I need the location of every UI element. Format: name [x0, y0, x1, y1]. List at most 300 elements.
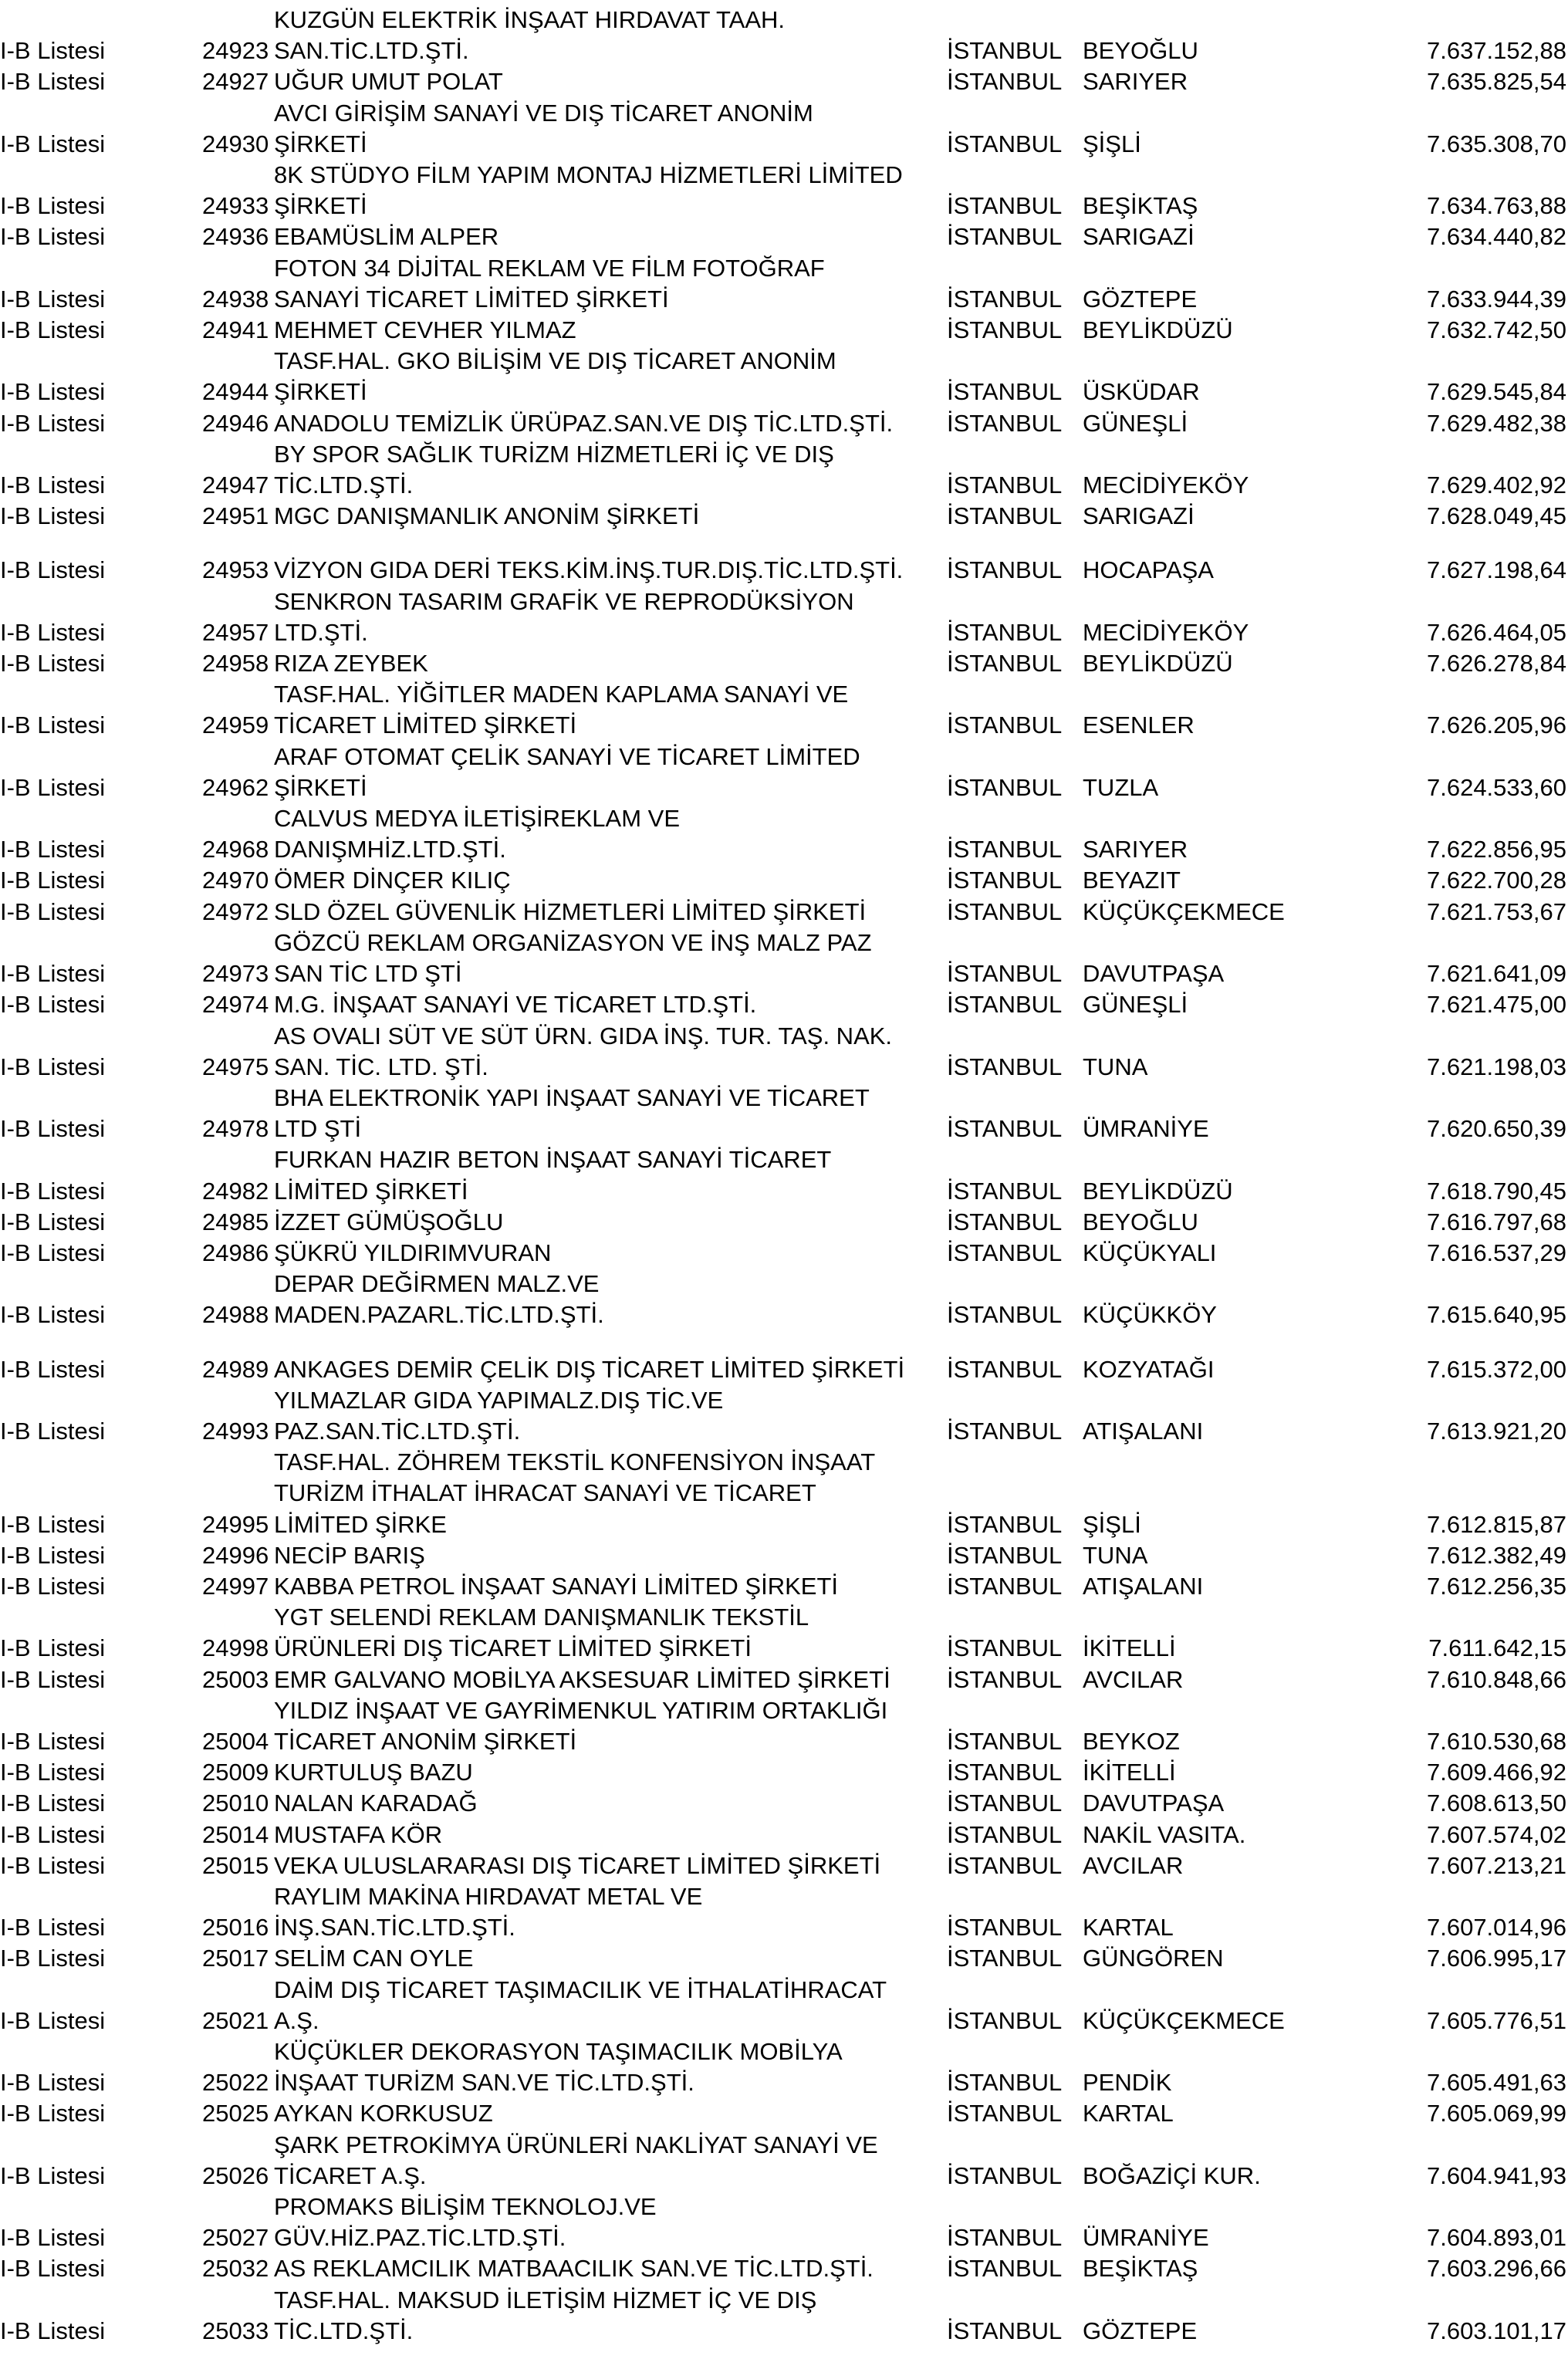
company-name-cell — [268, 1602, 935, 1664]
district-cell: KÜÇÜKÇEKMECE — [1083, 897, 1285, 925]
table-row — [0, 1083, 1568, 1144]
city-cell: İSTANBUL — [947, 1665, 1063, 1693]
list-name-cell: I-B Listesi — [0, 502, 106, 530]
list-name-cell: I-B Listesi — [0, 2317, 106, 2344]
company-name-cell — [268, 1943, 935, 1974]
table-row — [0, 221, 1568, 252]
company-name-cell — [268, 221, 935, 252]
table-row — [0, 1975, 1568, 2036]
company-name-line: BY SPOR SAĞLIK TURİZM HİZMETLERİ İÇ VE DIŞ — [274, 440, 834, 468]
city-cell: İSTANBUL — [947, 1053, 1063, 1080]
city-cell: İSTANBUL — [947, 68, 1063, 96]
company-name-line: SAN.TİC.LTD.ŞTİ. — [274, 37, 469, 65]
company-name-line: ŞİRKETİ — [274, 378, 367, 406]
company-name-cell — [268, 1385, 935, 1447]
amount-cell: 7.605.491,63 — [1426, 2069, 1566, 2097]
district-cell: AVCILAR — [1083, 1851, 1184, 1879]
district-cell: KARTAL — [1083, 2100, 1174, 2127]
sequence-number-cell: 24944 — [202, 378, 269, 406]
list-name-cell: I-B Listesi — [0, 867, 106, 894]
district-cell: TUNA — [1083, 1053, 1148, 1080]
sequence-number-cell: 24982 — [202, 1177, 269, 1205]
city-cell: İSTANBUL — [947, 556, 1063, 584]
amount-cell: 7.613.921,20 — [1426, 1417, 1566, 1445]
district-cell: BEYOĞLU — [1083, 1208, 1198, 1235]
amount-cell: 7.607.213,21 — [1426, 1851, 1566, 1879]
amount-cell: 7.635.825,54 — [1426, 68, 1566, 96]
company-name-cell — [268, 501, 935, 532]
company-name-line: PAZ.SAN.TİC.LTD.ŞTİ. — [274, 1417, 521, 1445]
district-cell: NAKİL VASITA. — [1083, 1820, 1246, 1848]
amount-cell: 7.624.533,60 — [1426, 773, 1566, 801]
sequence-number-cell: 25027 — [202, 2224, 269, 2252]
city-cell: İSTANBUL — [947, 1177, 1063, 1205]
company-name-cell — [268, 989, 935, 1020]
district-cell: MECİDİYEKÖY — [1083, 618, 1249, 646]
amount-cell: 7.618.790,45 — [1426, 1177, 1566, 1205]
district-cell: ÜSKÜDAR — [1083, 378, 1200, 406]
table-row — [0, 408, 1568, 439]
sequence-number-cell: 24938 — [202, 285, 269, 313]
list-name-cell: I-B Listesi — [0, 1177, 106, 1205]
sequence-number-cell: 24941 — [202, 316, 269, 344]
city-cell: İSTANBUL — [947, 1945, 1063, 1972]
sequence-number-cell: 24997 — [202, 1572, 269, 1600]
company-name-line: DAİM DIŞ TİCARET TAŞIMACILIK VE İTHALATİHRACAT — [274, 1975, 887, 2003]
company-name-cell — [268, 1757, 935, 1788]
district-cell: BEYLİKDÜZÜ — [1083, 316, 1233, 344]
district-cell: ÜMRANİYE — [1083, 2224, 1209, 2252]
city-cell: İSTANBUL — [947, 1759, 1063, 1786]
sequence-number-cell: 24998 — [202, 1634, 269, 1662]
company-name-cell — [268, 928, 935, 989]
company-name-line: AS OVALI SÜT VE SÜT ÜRN. GIDA İNŞ. TUR. TAŞ. NAK. — [274, 1022, 893, 1049]
sequence-number-cell: 24975 — [202, 1053, 269, 1080]
district-cell: PENDİK — [1083, 2069, 1172, 2097]
amount-cell: 7.626.464,05 — [1426, 618, 1566, 646]
list-name-cell: I-B Listesi — [0, 1053, 106, 1080]
table-row — [0, 1571, 1568, 1602]
list-name-cell: I-B Listesi — [0, 192, 106, 220]
list-name-cell: I-B Listesi — [0, 836, 106, 864]
table-row — [0, 346, 1568, 407]
sequence-number-cell: 24958 — [202, 650, 269, 678]
company-name-cell — [268, 1207, 935, 1238]
amount-cell: 7.634.763,88 — [1426, 192, 1566, 220]
city-cell: İSTANBUL — [947, 1417, 1063, 1445]
district-cell: BEYOĞLU — [1083, 37, 1198, 65]
company-name-line: TİCARET A.Ş. — [274, 2161, 427, 2189]
sequence-number-cell: 25016 — [202, 1914, 269, 1942]
amount-cell: 7.616.537,29 — [1426, 1239, 1566, 1266]
company-name-line: AS REKLAMCILIK MATBAACILIK SAN.VE TİC.LTD.ŞTİ. — [274, 2255, 874, 2283]
sequence-number-cell: 24947 — [202, 471, 269, 499]
city-cell: İSTANBUL — [947, 836, 1063, 864]
district-cell: ÜMRANİYE — [1083, 1115, 1209, 1143]
district-cell: GÜNEŞLİ — [1083, 991, 1188, 1019]
amount-cell: 7.603.296,66 — [1426, 2255, 1566, 2283]
list-name-cell: I-B Listesi — [0, 897, 106, 925]
amount-cell: 7.634.440,82 — [1426, 223, 1566, 251]
sequence-number-cell: 24959 — [202, 711, 269, 739]
city-cell: İSTANBUL — [947, 1239, 1063, 1266]
district-cell: GÜNGÖREN — [1083, 1945, 1224, 1972]
company-name-cell — [268, 586, 935, 648]
table-row — [0, 897, 1568, 928]
company-name-line: SANAYİ TİCARET LİMİTED ŞİRKETİ — [274, 285, 669, 313]
company-name-line: SELİM CAN OYLE — [274, 1945, 474, 1972]
sequence-number-cell: 25032 — [202, 2255, 269, 2283]
district-cell: GÖZTEPE — [1083, 2317, 1198, 2344]
company-name-line: TİC.LTD.ŞTİ. — [274, 471, 414, 499]
company-name-cell — [268, 253, 935, 315]
city-cell: İSTANBUL — [947, 223, 1063, 251]
company-name-cell — [268, 1021, 935, 1083]
company-name-line: ŞİRKETİ — [274, 192, 367, 220]
amount-cell: 7.621.753,67 — [1426, 897, 1566, 925]
list-name-cell: I-B Listesi — [0, 650, 106, 678]
district-cell: HOCAPAŞA — [1083, 556, 1214, 584]
city-cell: İSTANBUL — [947, 711, 1063, 739]
company-name-line: LTD.ŞTİ. — [274, 618, 368, 646]
company-name-line: VEKA ULUSLARARASI DIŞ TİCARET LİMİTED ŞİRKETİ — [274, 1851, 881, 1879]
district-cell: SARIYER — [1083, 836, 1188, 864]
district-cell: ATIŞALANI — [1083, 1417, 1204, 1445]
city-cell: İSTANBUL — [947, 1510, 1063, 1538]
company-name-line: KÜÇÜKLER DEKORASYON TAŞIMACILIK MOBİLYA — [274, 2038, 843, 2065]
table-row — [0, 1269, 1568, 1330]
company-name-line: İZZET GÜMÜŞOĞLU — [274, 1208, 504, 1235]
district-cell: GÜNEŞLİ — [1083, 409, 1188, 437]
list-name-cell: I-B Listesi — [0, 1355, 106, 1383]
list-name-cell: I-B Listesi — [0, 2255, 106, 2283]
district-cell: BEYAZIT — [1083, 867, 1181, 894]
amount-cell: 7.604.941,93 — [1426, 2161, 1566, 2189]
list-name-cell: I-B Listesi — [0, 285, 106, 313]
table-row — [0, 928, 1568, 989]
city-cell: İSTANBUL — [947, 471, 1063, 499]
city-cell: İSTANBUL — [947, 1727, 1063, 1755]
amount-cell: 7.610.530,68 — [1426, 1727, 1566, 1755]
table-row — [0, 648, 1568, 679]
district-cell: KÜÇÜKKÖY — [1083, 1301, 1217, 1329]
company-name-line: RIZA ZEYBEK — [274, 650, 428, 678]
company-name-line: TİCARET LİMİTED ŞİRKETİ — [274, 711, 577, 739]
list-name-cell: I-B Listesi — [0, 409, 106, 437]
company-name-cell — [268, 315, 935, 346]
company-name-cell — [268, 1881, 935, 1943]
sequence-number-cell: 25026 — [202, 2161, 269, 2189]
amount-cell: 7.615.640,95 — [1426, 1301, 1566, 1329]
city-cell: İSTANBUL — [947, 2100, 1063, 2127]
company-name-line: SENKRON TASARIM GRAFİK VE REPRODÜKSİYON — [274, 587, 854, 615]
amount-cell: 7.609.466,92 — [1426, 1759, 1566, 1786]
amount-cell: 7.620.650,39 — [1426, 1115, 1566, 1143]
sequence-number-cell: 24996 — [202, 1541, 269, 1569]
city-cell: İSTANBUL — [947, 960, 1063, 988]
sequence-number-cell: 25010 — [202, 1790, 269, 1817]
company-name-line: ANADOLU TEMİZLİK ÜRÜPAZ.SAN.VE DIŞ TİC.LTD.ŞTİ. — [274, 409, 894, 437]
sequence-number-cell: 24974 — [202, 991, 269, 1019]
company-name-line: LİMİTED ŞİRKETİ — [274, 1177, 468, 1205]
company-name-line: 8K STÜDYO FİLM YAPIM MONTAJ HİZMETLERİ LİMİTED — [274, 161, 903, 189]
district-cell: BEŞİKTAŞ — [1083, 2255, 1198, 2283]
list-name-cell: I-B Listesi — [0, 1634, 106, 1662]
company-name-cell — [268, 2130, 935, 2192]
table-row — [0, 1207, 1568, 1238]
sequence-number-cell: 24972 — [202, 897, 269, 925]
amount-cell: 7.607.014,96 — [1426, 1914, 1566, 1942]
table-row — [0, 1757, 1568, 1788]
table-row — [0, 98, 1568, 160]
company-name-cell — [268, 5, 935, 66]
sequence-number-cell: 24968 — [202, 836, 269, 864]
company-name-line: TURİZM İTHALAT İHRACAT SANAYİ VE TİCARET — [274, 1479, 816, 1507]
table-row — [0, 1695, 1568, 1757]
city-cell: İSTANBUL — [947, 2006, 1063, 2034]
district-cell: ESENLER — [1083, 711, 1195, 739]
sequence-number-cell: 25022 — [202, 2069, 269, 2097]
amount-cell: 7.622.700,28 — [1426, 867, 1566, 894]
company-name-cell — [268, 98, 935, 160]
company-name-line: TASF.HAL. MAKSUD İLETİŞİM HİZMET İÇ VE DIŞ — [274, 2286, 817, 2313]
amount-cell: 7.633.944,39 — [1426, 285, 1566, 313]
company-name-cell — [268, 1269, 935, 1330]
district-cell: GÖZTEPE — [1083, 285, 1198, 313]
company-name-cell — [268, 2285, 935, 2347]
table-row — [0, 1354, 1568, 1385]
sequence-number-cell: 24930 — [202, 130, 269, 157]
district-cell: KARTAL — [1083, 1914, 1174, 1942]
company-name-line: TASF.HAL. ZÖHREM TEKSTİL KONFENSİYON İNŞAAT — [274, 1448, 876, 1476]
list-name-cell: I-B Listesi — [0, 223, 106, 251]
company-name-cell — [268, 1571, 935, 1602]
list-name-cell: I-B Listesi — [0, 130, 106, 157]
company-name-line: GÜV.HİZ.PAZ.TİC.LTD.ŞTİ. — [274, 2224, 566, 2252]
table-row — [0, 1540, 1568, 1571]
list-name-cell: I-B Listesi — [0, 1510, 106, 1538]
company-name-line: ŞARK PETROKİMYA ÜRÜNLERİ NAKLİYAT SANAYİ VE — [274, 2131, 878, 2158]
table-row — [0, 1385, 1568, 1447]
company-name-line: LİMİTED ŞİRKE — [274, 1510, 447, 1538]
company-name-line: SAN. TİC. LTD. ŞTİ. — [274, 1053, 488, 1080]
company-name-cell — [268, 408, 935, 439]
company-name-cell — [268, 1354, 935, 1385]
company-name-line: BHA ELEKTRONİK YAPI İNŞAAT SANAYİ VE TİCARET — [274, 1083, 870, 1111]
district-cell: KOZYATAĞI — [1083, 1355, 1215, 1383]
amount-cell: 7.626.205,96 — [1426, 711, 1566, 739]
company-name-line: NECİP BARIŞ — [274, 1541, 425, 1569]
table-row — [0, 555, 1568, 586]
list-name-cell: I-B Listesi — [0, 1820, 106, 1848]
table-row — [0, 2285, 1568, 2347]
company-name-cell — [268, 648, 935, 679]
city-cell: İSTANBUL — [947, 1301, 1063, 1329]
city-cell: İSTANBUL — [947, 2255, 1063, 2283]
table-row — [0, 1943, 1568, 1974]
city-cell: İSTANBUL — [947, 618, 1063, 646]
district-cell: BOĞAZİÇİ KUR. — [1083, 2161, 1261, 2189]
amount-cell: 7.611.642,15 — [1428, 1634, 1566, 1662]
city-cell: İSTANBUL — [947, 378, 1063, 406]
sequence-number-cell: 25017 — [202, 1945, 269, 1972]
amount-cell: 7.629.482,38 — [1426, 409, 1566, 437]
company-name-cell — [268, 1238, 935, 1269]
list-name-cell: I-B Listesi — [0, 1115, 106, 1143]
company-name-line: YILMAZLAR GIDA YAPIMALZ.DIŞ TİC.VE — [274, 1386, 724, 1414]
list-name-cell: I-B Listesi — [0, 1301, 106, 1329]
company-name-cell — [268, 1144, 935, 1206]
list-name-cell: I-B Listesi — [0, 2069, 106, 2097]
amount-cell: 7.629.545,84 — [1426, 378, 1566, 406]
company-name-cell — [268, 1975, 935, 2036]
company-name-line: RAYLIM MAKİNA HIRDAVAT METAL VE — [274, 1882, 703, 1910]
table-row — [0, 2098, 1568, 2129]
table-row — [0, 1850, 1568, 1881]
amount-cell: 7.612.815,87 — [1426, 1510, 1566, 1538]
table-row — [0, 742, 1568, 803]
company-name-line: TİCARET ANONİM ŞİRKETİ — [274, 1727, 577, 1755]
sequence-number-cell: 24995 — [202, 1510, 269, 1538]
district-cell: ATIŞALANI — [1083, 1572, 1204, 1600]
company-name-cell — [268, 742, 935, 803]
sequence-number-cell: 24923 — [202, 37, 269, 65]
city-cell: İSTANBUL — [947, 1115, 1063, 1143]
list-name-cell: I-B Listesi — [0, 2161, 106, 2189]
list-name-cell: I-B Listesi — [0, 1914, 106, 1942]
table-row — [0, 2253, 1568, 2284]
district-cell: İKİTELLİ — [1083, 1634, 1176, 1662]
district-cell: SARIGAZİ — [1083, 502, 1195, 530]
district-cell: KÜÇÜKYALI — [1083, 1239, 1217, 1266]
table-row — [0, 679, 1568, 741]
city-cell: İSTANBUL — [947, 502, 1063, 530]
district-cell: MECİDİYEKÖY — [1083, 471, 1249, 499]
sequence-number-cell: 24936 — [202, 223, 269, 251]
company-name-cell — [268, 1083, 935, 1144]
amount-cell: 7.608.613,50 — [1426, 1790, 1566, 1817]
list-name-cell: I-B Listesi — [0, 991, 106, 1019]
company-name-cell — [268, 679, 935, 741]
company-name-line: ANKAGES DEMİR ÇELİK DIŞ TİCARET LİMİTED ŞİRKETİ — [274, 1355, 905, 1383]
sequence-number-cell: 24946 — [202, 409, 269, 437]
table-row — [0, 865, 1568, 896]
district-cell: DAVUTPAŞA — [1083, 1790, 1225, 1817]
amount-cell: 7.612.382,49 — [1426, 1541, 1566, 1569]
amount-cell: 7.627.198,64 — [1426, 556, 1566, 584]
sequence-number-cell: 24978 — [202, 1115, 269, 1143]
company-name-line: DANIŞMHİZ.LTD.ŞTİ. — [274, 836, 506, 864]
city-cell: İSTANBUL — [947, 1820, 1063, 1848]
list-name-cell: I-B Listesi — [0, 37, 106, 65]
city-cell: İSTANBUL — [947, 1851, 1063, 1879]
sequence-number-cell: 25015 — [202, 1851, 269, 1879]
company-name-line: FURKAN HAZIR BETON İNŞAAT SANAYİ TİCARET — [274, 1146, 832, 1174]
city-cell: İSTANBUL — [947, 867, 1063, 894]
district-cell: İKİTELLİ — [1083, 1759, 1176, 1786]
sequence-number-cell: 24988 — [202, 1301, 269, 1329]
company-name-line: UĞUR UMUT POLAT — [274, 68, 503, 96]
district-cell: DAVUTPAŞA — [1083, 960, 1225, 988]
sequence-number-cell: 24970 — [202, 867, 269, 894]
company-name-line: SAN TİC LTD ŞTİ — [274, 960, 462, 988]
company-name-line: AYKAN KORKUSUZ — [274, 2100, 493, 2127]
district-cell: ŞİŞLİ — [1083, 1510, 1141, 1538]
company-name-line: GÖZCÜ REKLAM ORGANİZASYON VE İNŞ MALZ PAZ — [274, 928, 872, 956]
city-cell: İSTANBUL — [947, 1572, 1063, 1600]
company-name-cell — [268, 1540, 935, 1571]
district-cell: BEŞİKTAŞ — [1083, 192, 1198, 220]
table-row — [0, 160, 1568, 221]
sequence-number-cell: 24933 — [202, 192, 269, 220]
company-name-line: MUSTAFA KÖR — [274, 1820, 443, 1848]
city-cell: İSTANBUL — [947, 897, 1063, 925]
company-name-line: A.Ş. — [274, 2006, 319, 2034]
amount-cell: 7.615.372,00 — [1426, 1355, 1566, 1383]
city-cell: İSTANBUL — [947, 2224, 1063, 2252]
amount-cell: 7.621.475,00 — [1426, 991, 1566, 1019]
table-row — [0, 253, 1568, 315]
sequence-number-cell: 24962 — [202, 773, 269, 801]
sequence-number-cell: 24927 — [202, 68, 269, 96]
sequence-number-cell: 25025 — [202, 2100, 269, 2127]
table-row — [0, 1238, 1568, 1269]
company-name-line: PROMAKS BİLİŞİM TEKNOLOJ.VE — [274, 2193, 657, 2221]
company-name-line: ŞİRKETİ — [274, 773, 367, 801]
district-cell: SARIGAZİ — [1083, 223, 1195, 251]
list-name-cell: I-B Listesi — [0, 1759, 106, 1786]
company-name-cell — [268, 1788, 935, 1819]
city-cell: İSTANBUL — [947, 1355, 1063, 1383]
company-name-line: NALAN KARADAĞ — [274, 1790, 478, 1817]
amount-cell: 7.621.641,09 — [1426, 960, 1566, 988]
company-name-cell — [268, 2098, 935, 2129]
table-row — [0, 1881, 1568, 1943]
list-name-cell: I-B Listesi — [0, 1208, 106, 1235]
city-cell: İSTANBUL — [947, 37, 1063, 65]
list-name-cell: I-B Listesi — [0, 1790, 106, 1817]
amount-cell: 7.635.308,70 — [1426, 130, 1566, 157]
list-name-cell: I-B Listesi — [0, 378, 106, 406]
company-name-line: CALVUS MEDYA İLETİŞİREKLAM VE — [274, 805, 681, 833]
list-name-cell: I-B Listesi — [0, 1417, 106, 1445]
sequence-number-cell: 24953 — [202, 556, 269, 584]
company-name-line: AVCI GİRİŞİM SANAYİ VE DIŞ TİCARET ANONİM — [274, 99, 813, 127]
company-name-line: İNŞ.SAN.TİC.LTD.ŞTİ. — [274, 1914, 515, 1942]
list-name-cell: I-B Listesi — [0, 2224, 106, 2252]
amount-cell: 7.629.402,92 — [1426, 471, 1566, 499]
district-cell: ŞİŞLİ — [1083, 130, 1141, 157]
company-name-line: VİZYON GIDA DERİ TEKS.KİM.İNŞ.TUR.DIŞ.TİC.LTD.ŞTİ. — [274, 556, 904, 584]
list-name-cell: I-B Listesi — [0, 2006, 106, 2034]
city-cell: İSTANBUL — [947, 285, 1063, 313]
company-name-cell — [268, 346, 935, 407]
company-name-line: EMR GALVANO MOBİLYA AKSESUAR LİMİTED ŞİRKETİ — [274, 1665, 890, 1693]
table-row — [0, 1664, 1568, 1695]
list-name-cell: I-B Listesi — [0, 1572, 106, 1600]
city-cell: İSTANBUL — [947, 1790, 1063, 1817]
amount-cell: 7.622.856,95 — [1426, 836, 1566, 864]
company-name-line: MEHMET CEVHER YILMAZ — [274, 316, 576, 344]
list-name-cell: I-B Listesi — [0, 2100, 106, 2127]
company-name-line: TASF.HAL. YİĞİTLER MADEN KAPLAMA SANAYİ VE — [274, 681, 849, 708]
table-row — [0, 66, 1568, 97]
table-row — [0, 5, 1568, 66]
sequence-number-cell: 25014 — [202, 1820, 269, 1848]
city-cell: İSTANBUL — [947, 991, 1063, 1019]
table-row — [0, 1820, 1568, 1850]
company-name-cell — [268, 1820, 935, 1850]
